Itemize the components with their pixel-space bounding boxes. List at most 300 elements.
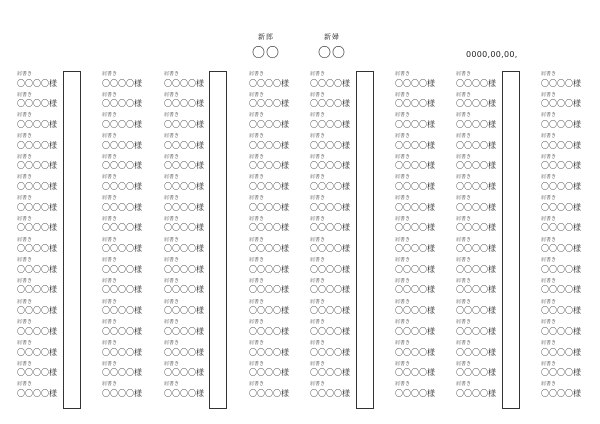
guest-title: 肩書き — [456, 236, 472, 243]
guest-seat — [310, 216, 362, 237]
guest-name: 〇〇〇〇様 — [541, 264, 581, 274]
guest-seat — [17, 237, 69, 258]
guest-name: 〇〇〇〇様 — [310, 244, 350, 254]
guest-seat — [456, 71, 508, 92]
guest-title: 肩書き — [17, 360, 33, 367]
guest-seat — [102, 361, 154, 382]
guest-title: 肩書き — [541, 215, 557, 222]
guest-name: 〇〇〇〇様 — [456, 78, 496, 88]
guest-name: 〇〇〇〇様 — [17, 119, 57, 129]
guest-name: 〇〇〇〇様 — [310, 326, 350, 336]
guest-title: 肩書き — [249, 319, 265, 326]
guest-title: 肩書き — [17, 71, 33, 77]
guest-seat — [310, 257, 362, 278]
guest-name: 〇〇〇〇様 — [102, 99, 142, 109]
guest-seat — [395, 361, 447, 382]
groom-name: 〇〇 — [251, 46, 280, 61]
guest-seat — [17, 299, 69, 320]
guest-name: 〇〇〇〇様 — [249, 140, 289, 150]
guest-name: 〇〇〇〇様 — [17, 78, 57, 88]
guest-seat — [456, 299, 508, 320]
guest-name: 〇〇〇〇様 — [456, 285, 496, 295]
guest-name: 〇〇〇〇様 — [164, 202, 204, 212]
guest-title: 肩書き — [310, 339, 326, 346]
guest-name: 〇〇〇〇様 — [102, 264, 142, 274]
guest-name: 〇〇〇〇様 — [310, 285, 350, 295]
guest-title: 肩書き — [456, 381, 472, 388]
guest-seat — [17, 112, 69, 133]
guest-seat — [541, 361, 593, 382]
guest-name: 〇〇〇〇様 — [395, 223, 435, 233]
guest-seat — [164, 216, 216, 237]
guest-seat — [164, 71, 216, 92]
guest-title: 肩書き — [456, 112, 472, 119]
guest-seat — [102, 299, 154, 320]
guest-seat — [310, 278, 362, 299]
guest-title: 肩書き — [102, 91, 118, 98]
guest-name: 〇〇〇〇様 — [456, 244, 496, 254]
guest-title: 肩書き — [102, 381, 118, 388]
guest-seat — [456, 174, 508, 195]
guest-seat — [17, 133, 69, 154]
guest-seat — [17, 195, 69, 216]
guest-seat — [456, 381, 508, 402]
guest-seat — [395, 278, 447, 299]
guest-seat — [17, 174, 69, 195]
guest-seat — [102, 319, 154, 340]
guest-seat — [102, 71, 154, 92]
guest-seat — [249, 319, 301, 340]
guest-title: 肩書き — [102, 153, 118, 160]
guest-title: 肩書き — [102, 298, 118, 305]
guest-seat — [395, 381, 447, 402]
guest-name: 〇〇〇〇様 — [310, 306, 350, 316]
guest-name: 〇〇〇〇様 — [541, 306, 581, 316]
guest-name: 〇〇〇〇様 — [249, 388, 289, 398]
guest-seat — [102, 278, 154, 299]
guest-title: 肩書き — [541, 236, 557, 243]
guest-title: 肩書き — [249, 133, 265, 140]
guest-title: 肩書き — [456, 133, 472, 140]
guest-seat — [310, 237, 362, 258]
guest-name: 〇〇〇〇様 — [249, 223, 289, 233]
guest-seat — [249, 299, 301, 320]
guest-name: 〇〇〇〇様 — [102, 78, 142, 88]
guest-name: 〇〇〇〇様 — [249, 285, 289, 295]
guest-seat — [249, 216, 301, 237]
guest-name: 〇〇〇〇様 — [395, 161, 435, 171]
guest-title: 肩書き — [310, 133, 326, 140]
guest-name: 〇〇〇〇様 — [456, 264, 496, 274]
guest-title: 肩書き — [395, 277, 411, 284]
guest-name: 〇〇〇〇様 — [456, 326, 496, 336]
guest-seat — [249, 237, 301, 258]
guest-seat — [541, 381, 593, 402]
guest-name: 〇〇〇〇様 — [164, 99, 204, 109]
guest-seat — [456, 340, 508, 361]
guest-title: 肩書き — [17, 277, 33, 284]
guest-name: 〇〇〇〇様 — [395, 140, 435, 150]
guest-title: 肩書き — [541, 133, 557, 140]
guest-title: 肩書き — [249, 236, 265, 243]
guest-title: 肩書き — [249, 112, 265, 119]
guest-title: 肩書き — [456, 319, 472, 326]
guest-seat — [17, 381, 69, 402]
guest-name: 〇〇〇〇様 — [17, 223, 57, 233]
guest-name: 〇〇〇〇様 — [395, 306, 435, 316]
guest-name: 〇〇〇〇様 — [541, 368, 581, 378]
guest-seat — [164, 133, 216, 154]
guest-title: 肩書き — [456, 339, 472, 346]
guest-title: 肩書き — [17, 339, 33, 346]
table-2-right-seats — [249, 71, 301, 402]
guest-seat — [541, 133, 593, 154]
guest-seat — [102, 237, 154, 258]
guest-name: 〇〇〇〇様 — [456, 140, 496, 150]
guest-seat — [249, 278, 301, 299]
guest-seat — [456, 133, 508, 154]
guest-name: 〇〇〇〇様 — [17, 182, 57, 192]
guest-title: 肩書き — [541, 195, 557, 202]
guest-title: 肩書き — [456, 153, 472, 160]
guest-name: 〇〇〇〇様 — [164, 78, 204, 88]
guest-title: 肩書き — [541, 112, 557, 119]
guest-title: 肩書き — [102, 174, 118, 181]
guest-seat — [310, 340, 362, 361]
guest-name: 〇〇〇〇様 — [249, 202, 289, 212]
table-2-left-seats — [164, 71, 216, 402]
guest-name: 〇〇〇〇様 — [249, 182, 289, 192]
guest-title: 肩書き — [541, 174, 557, 181]
guest-name: 〇〇〇〇様 — [395, 244, 435, 254]
guest-name: 〇〇〇〇様 — [310, 182, 350, 192]
guest-seat — [310, 154, 362, 175]
bride-block — [302, 33, 362, 62]
table-3-left-seats — [310, 71, 362, 402]
guest-title: 肩書き — [164, 236, 180, 243]
guest-name: 〇〇〇〇様 — [310, 99, 350, 109]
guest-seat — [541, 195, 593, 216]
guest-name: 〇〇〇〇様 — [17, 244, 57, 254]
guest-name: 〇〇〇〇様 — [164, 119, 204, 129]
guest-name: 〇〇〇〇様 — [102, 140, 142, 150]
guest-title: 肩書き — [102, 112, 118, 119]
guest-title: 肩書き — [17, 236, 33, 243]
guest-title: 肩書き — [102, 339, 118, 346]
guest-name: 〇〇〇〇様 — [164, 140, 204, 150]
guest-title: 肩書き — [102, 277, 118, 284]
guest-name: 〇〇〇〇様 — [456, 182, 496, 192]
guest-title: 肩書き — [164, 257, 180, 264]
guest-seat — [249, 154, 301, 175]
guest-name: 〇〇〇〇様 — [310, 223, 350, 233]
guest-title: 肩書き — [17, 153, 33, 160]
guest-name: 〇〇〇〇様 — [310, 368, 350, 378]
guest-name: 〇〇〇〇様 — [249, 244, 289, 254]
guest-seat — [456, 216, 508, 237]
guest-title: 肩書き — [395, 298, 411, 305]
guest-seat — [395, 92, 447, 113]
guest-title: 肩書き — [164, 174, 180, 181]
guest-seat — [164, 174, 216, 195]
guest-title: 肩書き — [456, 360, 472, 367]
guest-seat — [541, 340, 593, 361]
guest-title: 肩書き — [17, 215, 33, 222]
guest-seat — [164, 278, 216, 299]
guest-title: 肩書き — [164, 91, 180, 98]
guest-seat — [541, 154, 593, 175]
guest-title: 肩書き — [102, 195, 118, 202]
guest-name: 〇〇〇〇様 — [17, 347, 57, 357]
guest-name: 〇〇〇〇様 — [395, 264, 435, 274]
guest-title: 肩書き — [17, 91, 33, 98]
guest-title: 肩書き — [310, 91, 326, 98]
guest-name: 〇〇〇〇様 — [310, 264, 350, 274]
guest-seat — [310, 299, 362, 320]
guest-title: 肩書き — [249, 153, 265, 160]
guest-name: 〇〇〇〇様 — [249, 326, 289, 336]
guest-seat — [17, 71, 69, 92]
guest-title: 肩書き — [395, 360, 411, 367]
guest-seat — [541, 174, 593, 195]
guest-title: 肩書き — [249, 360, 265, 367]
guest-name: 〇〇〇〇様 — [395, 119, 435, 129]
guest-name: 〇〇〇〇様 — [395, 182, 435, 192]
guest-title: 肩書き — [164, 319, 180, 326]
guest-name: 〇〇〇〇様 — [310, 161, 350, 171]
guest-seat — [456, 237, 508, 258]
guest-seat — [249, 112, 301, 133]
guest-seat — [541, 92, 593, 113]
guest-seat — [395, 216, 447, 237]
guest-name: 〇〇〇〇様 — [102, 388, 142, 398]
guest-name: 〇〇〇〇様 — [164, 223, 204, 233]
guest-seat — [541, 278, 593, 299]
guest-title: 肩書き — [17, 319, 33, 326]
guest-name: 〇〇〇〇様 — [164, 326, 204, 336]
guest-name: 〇〇〇〇様 — [541, 388, 581, 398]
guest-title: 肩書き — [541, 298, 557, 305]
guest-seat — [17, 319, 69, 340]
guest-name: 〇〇〇〇様 — [164, 306, 204, 316]
guest-name: 〇〇〇〇様 — [541, 119, 581, 129]
guest-name: 〇〇〇〇様 — [456, 388, 496, 398]
guest-seat — [102, 92, 154, 113]
guest-seat — [102, 112, 154, 133]
guest-title: 肩書き — [541, 319, 557, 326]
guest-seat — [310, 112, 362, 133]
guest-title: 肩書き — [164, 133, 180, 140]
guest-name: 〇〇〇〇様 — [541, 161, 581, 171]
guest-name: 〇〇〇〇様 — [310, 202, 350, 212]
guest-title: 肩書き — [395, 257, 411, 264]
guest-name: 〇〇〇〇様 — [102, 223, 142, 233]
guest-name: 〇〇〇〇様 — [17, 388, 57, 398]
guest-title: 肩書き — [102, 319, 118, 326]
guest-title: 肩書き — [310, 174, 326, 181]
guest-title: 肩書き — [164, 339, 180, 346]
guest-title: 肩書き — [395, 153, 411, 160]
guest-title: 肩書き — [164, 298, 180, 305]
guest-seat — [249, 92, 301, 113]
guest-title: 肩書き — [249, 298, 265, 305]
guest-seat — [310, 381, 362, 402]
guest-name: 〇〇〇〇様 — [541, 347, 581, 357]
guest-seat — [102, 340, 154, 361]
guest-name: 〇〇〇〇様 — [102, 161, 142, 171]
guest-name: 〇〇〇〇様 — [17, 306, 57, 316]
guest-name: 〇〇〇〇様 — [249, 368, 289, 378]
guest-title: 肩書き — [395, 195, 411, 202]
guest-title: 肩書き — [102, 360, 118, 367]
table-3-right-seats — [395, 71, 447, 402]
guest-seat — [456, 154, 508, 175]
guest-name: 〇〇〇〇様 — [249, 78, 289, 88]
guest-seat — [541, 257, 593, 278]
event-date: 0000,00,00, — [466, 50, 518, 59]
guest-title: 肩書き — [164, 71, 180, 77]
guest-seat — [164, 257, 216, 278]
guest-seat — [17, 216, 69, 237]
guest-title: 肩書き — [310, 153, 326, 160]
guest-title: 肩書き — [541, 381, 557, 388]
guest-name: 〇〇〇〇様 — [541, 326, 581, 336]
guest-seat — [395, 237, 447, 258]
guest-name: 〇〇〇〇様 — [249, 347, 289, 357]
guest-title: 肩書き — [249, 195, 265, 202]
guest-name: 〇〇〇〇様 — [541, 99, 581, 109]
guest-name: 〇〇〇〇様 — [456, 119, 496, 129]
guest-name: 〇〇〇〇様 — [164, 347, 204, 357]
guest-name: 〇〇〇〇様 — [17, 202, 57, 212]
guest-seat — [541, 319, 593, 340]
guest-seat — [310, 361, 362, 382]
guest-title: 肩書き — [395, 112, 411, 119]
guest-seat — [541, 237, 593, 258]
guest-title: 肩書き — [456, 174, 472, 181]
table-4-right-seats — [541, 71, 593, 402]
bride-role-label: 新婦 — [324, 33, 340, 41]
guest-title: 肩書き — [456, 257, 472, 264]
guest-name: 〇〇〇〇様 — [164, 182, 204, 192]
guest-seat — [164, 299, 216, 320]
guest-seat — [164, 112, 216, 133]
guest-seat — [164, 195, 216, 216]
guest-name: 〇〇〇〇様 — [541, 202, 581, 212]
guest-name: 〇〇〇〇様 — [102, 368, 142, 378]
guest-title: 肩書き — [164, 360, 180, 367]
guest-seat — [164, 381, 216, 402]
guest-seat — [17, 340, 69, 361]
guest-seat — [395, 133, 447, 154]
guest-title: 肩書き — [164, 153, 180, 160]
guest-title: 肩書き — [17, 195, 33, 202]
guest-seat — [395, 112, 447, 133]
guest-title: 肩書き — [17, 174, 33, 181]
guest-title: 肩書き — [395, 71, 411, 77]
guest-title: 肩書き — [395, 91, 411, 98]
guest-title: 肩書き — [541, 91, 557, 98]
guest-seat — [17, 361, 69, 382]
guest-seat — [310, 71, 362, 92]
guest-seat — [164, 237, 216, 258]
guest-name: 〇〇〇〇様 — [541, 140, 581, 150]
guest-title: 肩書き — [310, 319, 326, 326]
guest-name: 〇〇〇〇様 — [164, 161, 204, 171]
guest-title: 肩書き — [310, 195, 326, 202]
guest-title: 肩書き — [249, 257, 265, 264]
guest-seat — [541, 112, 593, 133]
guest-title: 肩書き — [310, 277, 326, 284]
guest-name: 〇〇〇〇様 — [541, 182, 581, 192]
guest-seat — [17, 92, 69, 113]
guest-seat — [541, 299, 593, 320]
guest-name: 〇〇〇〇様 — [17, 285, 57, 295]
guest-name: 〇〇〇〇様 — [395, 202, 435, 212]
guest-seat — [456, 361, 508, 382]
guest-name: 〇〇〇〇様 — [456, 306, 496, 316]
guest-title: 肩書き — [249, 71, 265, 77]
guest-seat — [456, 278, 508, 299]
guest-seat — [102, 216, 154, 237]
guest-title: 肩書き — [249, 174, 265, 181]
guest-name: 〇〇〇〇様 — [102, 244, 142, 254]
guest-name: 〇〇〇〇様 — [164, 368, 204, 378]
guest-title: 肩書き — [456, 215, 472, 222]
guest-title: 肩書き — [395, 339, 411, 346]
guest-title: 肩書き — [310, 215, 326, 222]
guest-title: 肩書き — [395, 174, 411, 181]
guest-seat — [395, 340, 447, 361]
guest-name: 〇〇〇〇様 — [456, 347, 496, 357]
table-1-right-seats — [102, 71, 154, 402]
guest-title: 肩書き — [395, 319, 411, 326]
guest-name: 〇〇〇〇様 — [456, 368, 496, 378]
guest-seat — [249, 361, 301, 382]
guest-seat — [310, 92, 362, 113]
guest-seat — [249, 340, 301, 361]
groom-role-label: 新郎 — [258, 33, 274, 41]
guest-seat — [541, 216, 593, 237]
guest-name: 〇〇〇〇様 — [17, 99, 57, 109]
guest-seat — [456, 112, 508, 133]
table-1-left-seats — [17, 71, 69, 402]
guest-name: 〇〇〇〇様 — [102, 285, 142, 295]
guest-name: 〇〇〇〇様 — [249, 119, 289, 129]
guest-seat — [249, 195, 301, 216]
guest-seat — [310, 319, 362, 340]
guest-seat — [395, 319, 447, 340]
guest-title: 肩書き — [17, 298, 33, 305]
guest-title: 肩書き — [102, 215, 118, 222]
guest-seat — [541, 71, 593, 92]
guest-title: 肩書き — [17, 112, 33, 119]
guest-title: 肩書き — [164, 195, 180, 202]
guest-title: 肩書き — [102, 257, 118, 264]
guest-seat — [164, 340, 216, 361]
guest-name: 〇〇〇〇様 — [395, 347, 435, 357]
guest-seat — [17, 257, 69, 278]
guest-name: 〇〇〇〇様 — [456, 223, 496, 233]
guest-seat — [17, 278, 69, 299]
guest-title: 肩書き — [395, 236, 411, 243]
guest-title: 肩書き — [541, 71, 557, 77]
guest-name: 〇〇〇〇様 — [17, 161, 57, 171]
guest-title: 肩書き — [310, 360, 326, 367]
guest-title: 肩書き — [541, 153, 557, 160]
guest-name: 〇〇〇〇様 — [395, 368, 435, 378]
guest-name: 〇〇〇〇様 — [456, 202, 496, 212]
